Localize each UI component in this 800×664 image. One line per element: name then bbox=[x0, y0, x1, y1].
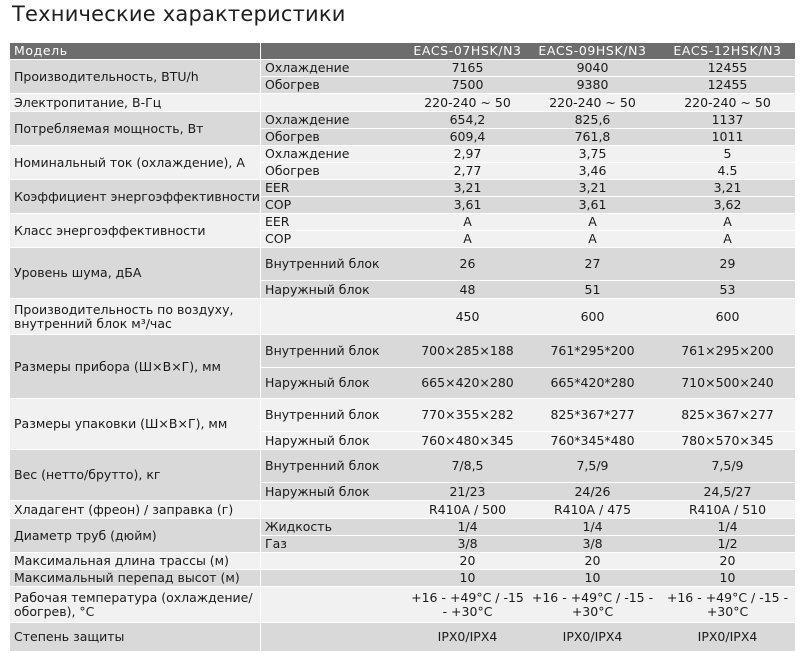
value-cell: 27 bbox=[525, 248, 660, 281]
value-cell: 1011 bbox=[660, 129, 795, 146]
header-model-12: EACS-12HSK/N3 bbox=[660, 43, 795, 60]
value-cell: 7,5/9 bbox=[660, 450, 795, 483]
param-label: Класс энергоэффективности bbox=[10, 214, 260, 248]
header-model: Модель bbox=[10, 43, 260, 60]
value-cell: 48 bbox=[410, 281, 525, 299]
sub-label: Внутренний блок bbox=[260, 399, 410, 432]
value-cell: 700×285×188 bbox=[410, 335, 525, 368]
value-cell: 761*295*200 bbox=[525, 335, 660, 368]
value-cell: 9380 bbox=[525, 77, 660, 94]
value-cell: 600 bbox=[660, 299, 795, 335]
header-model-09: EACS-09HSK/N3 bbox=[525, 43, 660, 60]
value-cell: IPX0/IPX4 bbox=[660, 623, 795, 652]
value-cell: 220-240 ~ 50 bbox=[410, 94, 525, 112]
value-cell: 609,4 bbox=[410, 129, 525, 146]
value-cell: A bbox=[410, 231, 525, 248]
value-cell: 710×500×240 bbox=[660, 368, 795, 399]
value-cell: 665×420×280 bbox=[410, 368, 525, 399]
value-cell: 3,61 bbox=[525, 197, 660, 214]
value-cell: 3/8 bbox=[410, 536, 525, 553]
value-cell: 1/4 bbox=[410, 519, 525, 536]
param-label: Хладагент (фреон) / заправка (г) bbox=[10, 501, 260, 519]
param-label: Коэффициент энергоэффективности bbox=[10, 180, 260, 214]
param-label: Номинальный ток (охлаждение), А bbox=[10, 146, 260, 180]
sub-label: Охлаждение bbox=[260, 112, 410, 129]
value-cell: A bbox=[660, 231, 795, 248]
value-cell: 10 bbox=[525, 570, 660, 587]
value-cell: 665*420*280 bbox=[525, 368, 660, 399]
value-cell: 825*367*277 bbox=[525, 399, 660, 432]
value-cell: R410A / 475 bbox=[525, 501, 660, 519]
value-cell: 1137 bbox=[660, 112, 795, 129]
sub-label: Внутренний блок bbox=[260, 450, 410, 483]
sub-label bbox=[260, 587, 410, 623]
value-cell: 3,61 bbox=[410, 197, 525, 214]
value-cell: 51 bbox=[525, 281, 660, 299]
value-cell: A bbox=[525, 214, 660, 231]
sub-label: COP bbox=[260, 197, 410, 214]
value-cell: 761×295×200 bbox=[660, 335, 795, 368]
value-cell: 7/8,5 bbox=[410, 450, 525, 483]
header-model-07: EACS-07HSK/N3 bbox=[410, 43, 525, 60]
value-cell: 3,75 bbox=[525, 146, 660, 163]
value-cell: A bbox=[410, 214, 525, 231]
sub-label: Наружный блок bbox=[260, 281, 410, 299]
value-cell: 7165 bbox=[410, 60, 525, 77]
param-label: Производительность, BTU/h bbox=[10, 60, 260, 94]
sub-label bbox=[260, 623, 410, 652]
value-cell: 53 bbox=[660, 281, 795, 299]
sub-label bbox=[260, 299, 410, 335]
value-cell: 12455 bbox=[660, 77, 795, 94]
value-cell: 3,46 bbox=[525, 163, 660, 180]
value-cell: 825,6 bbox=[525, 112, 660, 129]
value-cell: +16 - +49°С / -15 - +30°С bbox=[660, 587, 795, 623]
value-cell: 220-240 ~ 50 bbox=[660, 94, 795, 112]
sub-label: Наружный блок bbox=[260, 432, 410, 450]
value-cell: 654,2 bbox=[410, 112, 525, 129]
value-cell: 7,5/9 bbox=[525, 450, 660, 483]
sub-label: Охлаждение bbox=[260, 146, 410, 163]
value-cell: 760*345*480 bbox=[525, 432, 660, 450]
value-cell: 3/8 bbox=[525, 536, 660, 553]
value-cell: 10 bbox=[660, 570, 795, 587]
value-cell: 780×570×345 bbox=[660, 432, 795, 450]
spec-table bbox=[10, 43, 795, 652]
value-cell: 10 bbox=[410, 570, 525, 587]
value-cell: 7500 bbox=[410, 77, 525, 94]
value-cell: 1/4 bbox=[660, 519, 795, 536]
value-cell: 3,62 bbox=[660, 197, 795, 214]
value-cell: 20 bbox=[410, 553, 525, 570]
value-cell: 760×480×345 bbox=[410, 432, 525, 450]
sub-label: Наружный блок bbox=[260, 368, 410, 399]
page-title: Технические характеристики bbox=[12, 2, 346, 26]
value-cell: 9040 bbox=[525, 60, 660, 77]
value-cell: R410A / 510 bbox=[660, 501, 795, 519]
value-cell: A bbox=[525, 231, 660, 248]
value-cell: 2,77 bbox=[410, 163, 525, 180]
sub-label bbox=[260, 94, 410, 112]
sub-label: Газ bbox=[260, 536, 410, 553]
sub-label bbox=[260, 570, 410, 587]
param-label: Вес (нетто/брутто), кг bbox=[10, 450, 260, 501]
value-cell: IPX0/IPX4 bbox=[525, 623, 660, 652]
value-cell: 1/2 bbox=[660, 536, 795, 553]
value-cell: 5 bbox=[660, 146, 795, 163]
value-cell: 26 bbox=[410, 248, 525, 281]
value-cell: 24,5/27 bbox=[660, 483, 795, 501]
sub-label: Внутренний блок bbox=[260, 248, 410, 281]
value-cell: 220-240 ~ 50 bbox=[525, 94, 660, 112]
value-cell: 450 bbox=[410, 299, 525, 335]
param-label: Максимальный перепад высот (м) bbox=[10, 570, 260, 587]
value-cell: 770×355×282 bbox=[410, 399, 525, 432]
param-label: Степень защиты bbox=[10, 623, 260, 652]
value-cell: 29 bbox=[660, 248, 795, 281]
value-cell: 21/23 bbox=[410, 483, 525, 501]
value-cell: 24/26 bbox=[525, 483, 660, 501]
param-label: Производительность по воздуху, внутренний блок м³/час bbox=[10, 299, 260, 335]
sub-label: Обогрев bbox=[260, 163, 410, 180]
value-cell: 3,21 bbox=[410, 180, 525, 197]
sub-label bbox=[260, 501, 410, 519]
value-cell: 4.5 bbox=[660, 163, 795, 180]
value-cell: 20 bbox=[660, 553, 795, 570]
value-cell: 3,21 bbox=[525, 180, 660, 197]
param-label: Размеры упаковки (Ш×В×Г), мм bbox=[10, 399, 260, 450]
param-label: Электропитание, В-Гц bbox=[10, 94, 260, 112]
value-cell: +16 - +49°С / -15 - +30°С bbox=[410, 587, 525, 623]
value-cell: 12455 bbox=[660, 60, 795, 77]
value-cell: IPX0/IPX4 bbox=[410, 623, 525, 652]
value-cell: 600 bbox=[525, 299, 660, 335]
header-sub bbox=[260, 43, 410, 60]
sub-label: COP bbox=[260, 231, 410, 248]
param-label: Уровень шума, дБА bbox=[10, 248, 260, 299]
sub-label: Обогрев bbox=[260, 77, 410, 94]
value-cell: A bbox=[660, 214, 795, 231]
value-cell: 20 bbox=[525, 553, 660, 570]
param-label: Потребляемая мощность, Вт bbox=[10, 112, 260, 146]
param-label: Рабочая температура (охлаждение/обогрев), °С bbox=[10, 587, 260, 623]
value-cell: 3,21 bbox=[660, 180, 795, 197]
sub-label: Наружный блок bbox=[260, 483, 410, 501]
value-cell: 1/4 bbox=[525, 519, 660, 536]
sub-label: EER bbox=[260, 180, 410, 197]
sub-label: Обогрев bbox=[260, 129, 410, 146]
sub-label: Жидкость bbox=[260, 519, 410, 536]
sub-label: EER bbox=[260, 214, 410, 231]
param-label: Диаметр труб (дюйм) bbox=[10, 519, 260, 553]
value-cell: 2,97 bbox=[410, 146, 525, 163]
value-cell: 825×367×277 bbox=[660, 399, 795, 432]
sub-label: Внутренний блок bbox=[260, 335, 410, 368]
param-label: Максимальная длина трассы (м) bbox=[10, 553, 260, 570]
sub-label: Охлаждение bbox=[260, 60, 410, 77]
sub-label bbox=[260, 553, 410, 570]
param-label: Размеры прибора (Ш×В×Г), мм bbox=[10, 335, 260, 399]
value-cell: +16 - +49°С / -15 - +30°С bbox=[525, 587, 660, 623]
value-cell: 761,8 bbox=[525, 129, 660, 146]
value-cell: R410A / 500 bbox=[410, 501, 525, 519]
